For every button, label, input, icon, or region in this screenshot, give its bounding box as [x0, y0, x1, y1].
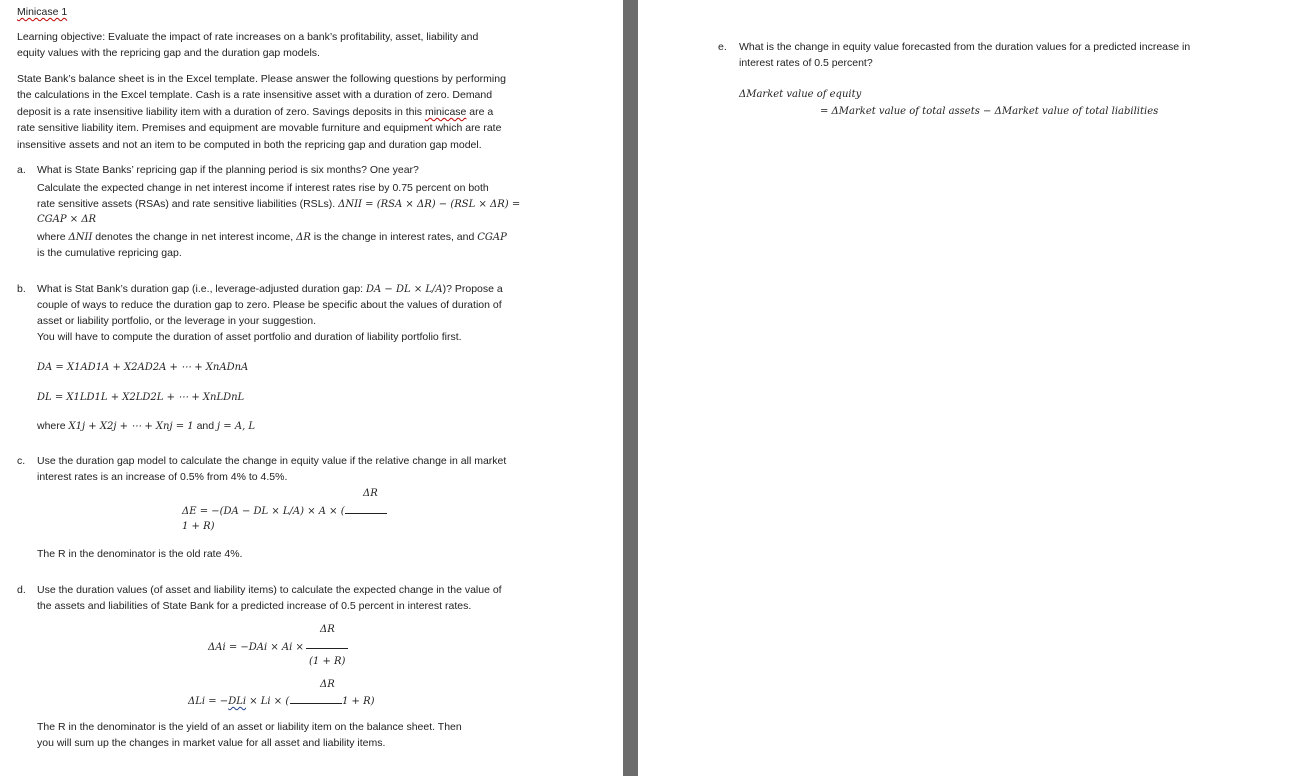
- item-d-note: you will sum up the changes in market value for all asset and liability items.: [37, 737, 386, 749]
- document-page-left: [0, 0, 623, 776]
- item-a-where-end: is the cumulative repricing gap.: [37, 247, 182, 259]
- intro-line: the calculations in the Excel template. Cash is a rate insensitive asset with a duration of zero. Demand: [17, 89, 493, 101]
- item-e-line: interest rates of 0.5 percent?: [739, 57, 873, 69]
- item-a-where: where ΔNII denotes the change in net interest income, ΔR is the change in interest rates, and CGAP: [37, 231, 507, 243]
- equity-value-formula-rhs: = ΔMarket value of total assets − ΔMarket value of total liabilities: [820, 106, 1159, 117]
- equity-formula-numerator: ΔR: [363, 488, 378, 499]
- objective-line: equity values with the repricing gap and the duration gap models.: [17, 47, 320, 59]
- intro-line: insensitive assets and not an item to be computed in both the repricing gap and duration gap model.: [17, 139, 482, 151]
- nii-formula: ΔNII = (RSA × ΔR) − (RSL × ΔR) =: [338, 199, 521, 210]
- page-divider: [623, 0, 638, 776]
- item-a-line: Calculate the expected change in net interest income if interest rates rise by 0.75 percent on both: [37, 182, 489, 194]
- item-c-note: The R in the denominator is the old rate 4%.: [37, 548, 243, 560]
- asset-change-formula: ΔAi = −DAi × Ai ×: [208, 642, 304, 653]
- item-d-note: The R in the denominator is the yield of an asset or liability item on the balance sheet. Then: [37, 721, 462, 733]
- asset-change-numerator: ΔR: [320, 624, 335, 635]
- item-a-line: rate sensitive assets (RSAs) and rate sensitive liabilities (RSLs). ΔNII = (RSA × ΔR) − (RSL × ΔR) =: [37, 198, 521, 210]
- liability-change-formula: ΔLi = −DLi × Li × (: [188, 696, 290, 707]
- equity-formula-denominator: 1 + R): [182, 521, 215, 532]
- item-b-label: b.: [17, 283, 26, 295]
- duration-gap-formula: DA − DL × L/A: [366, 284, 443, 295]
- cgap-formula: CGAP × ΔR: [37, 214, 97, 225]
- item-a-label: a.: [17, 164, 26, 176]
- asset-duration-formula: DA = X1AD1A + X2AD2A + ⋯ + XnADnA: [37, 362, 249, 373]
- item-e-label: e.: [718, 41, 727, 53]
- item-b-line: asset or liability portfolio, or the leverage in your suggestion.: [37, 315, 316, 327]
- liability-change-denominator: 1 + R): [342, 696, 375, 707]
- item-d-line: Use the duration values (of asset and liability items) to calculate the expected change in the value of: [37, 584, 502, 596]
- intro-line: deposit is a rate insensitive liability item with a duration of zero. Savings deposits in this minicase are a: [17, 106, 494, 118]
- liability-duration-formula: DL = X1LD1L + X2LD2L + ⋯ + XnLDnL: [37, 392, 245, 403]
- document-title: Minicase 1: [17, 6, 68, 18]
- item-b-line: couple of ways to reduce the duration gap to zero. Please be specific about the values of duration of: [37, 299, 502, 311]
- liability-change-numerator: ΔR: [320, 679, 335, 690]
- item-b-line: You will have to compute the duration of asset portfolio and duration of liability portfolio first.: [37, 331, 462, 343]
- weights-constraint: where X1j + X2j + ⋯ + Xnj = 1 and j = A, L: [37, 420, 256, 432]
- item-c-line: Use the duration gap model to calculate the change in equity value if the relative change in all market: [37, 455, 507, 467]
- intro-line: rate sensitive liability item. Premises and equipment are movable furniture and equipment which are rate: [17, 122, 502, 134]
- document-page-right: [638, 0, 1294, 776]
- item-b-line: What is Stat Bank’s duration gap (i.e., leverage-adjusted duration gap: DA − DL × L/A)? Propose a: [37, 283, 503, 295]
- item-e-line: What is the change in equity value forecasted from the duration values for a predicted increase in: [739, 41, 1191, 53]
- item-c-line: interest rates is an increase of 0.5% from 4% to 4.5%.: [37, 471, 288, 483]
- item-d-label: d.: [17, 584, 26, 596]
- item-d-line: the assets and liabilities of State Bank for a predicted increase of 0.5 percent in interest rates.: [37, 600, 472, 612]
- fraction-bar: [290, 703, 342, 704]
- item-a-question: What is State Banks’ repricing gap if the planning period is six months? One year?: [37, 164, 419, 176]
- objective-line: Learning objective: Evaluate the impact of rate increases on a bank’s profitability, asset, liability and: [17, 31, 479, 43]
- fraction-bar: [345, 513, 387, 514]
- item-c-label: c.: [17, 455, 26, 467]
- equity-change-formula: ΔE = −(DA − DL × L/A) × A × (: [182, 506, 345, 517]
- intro-line: State Bank’s balance sheet is in the Excel template. Please answer the following questions by performing: [17, 73, 506, 85]
- fraction-bar: [306, 648, 348, 649]
- equity-value-formula-lhs: ΔMarket value of equity: [739, 89, 862, 100]
- asset-change-denominator: (1 + R): [309, 656, 346, 667]
